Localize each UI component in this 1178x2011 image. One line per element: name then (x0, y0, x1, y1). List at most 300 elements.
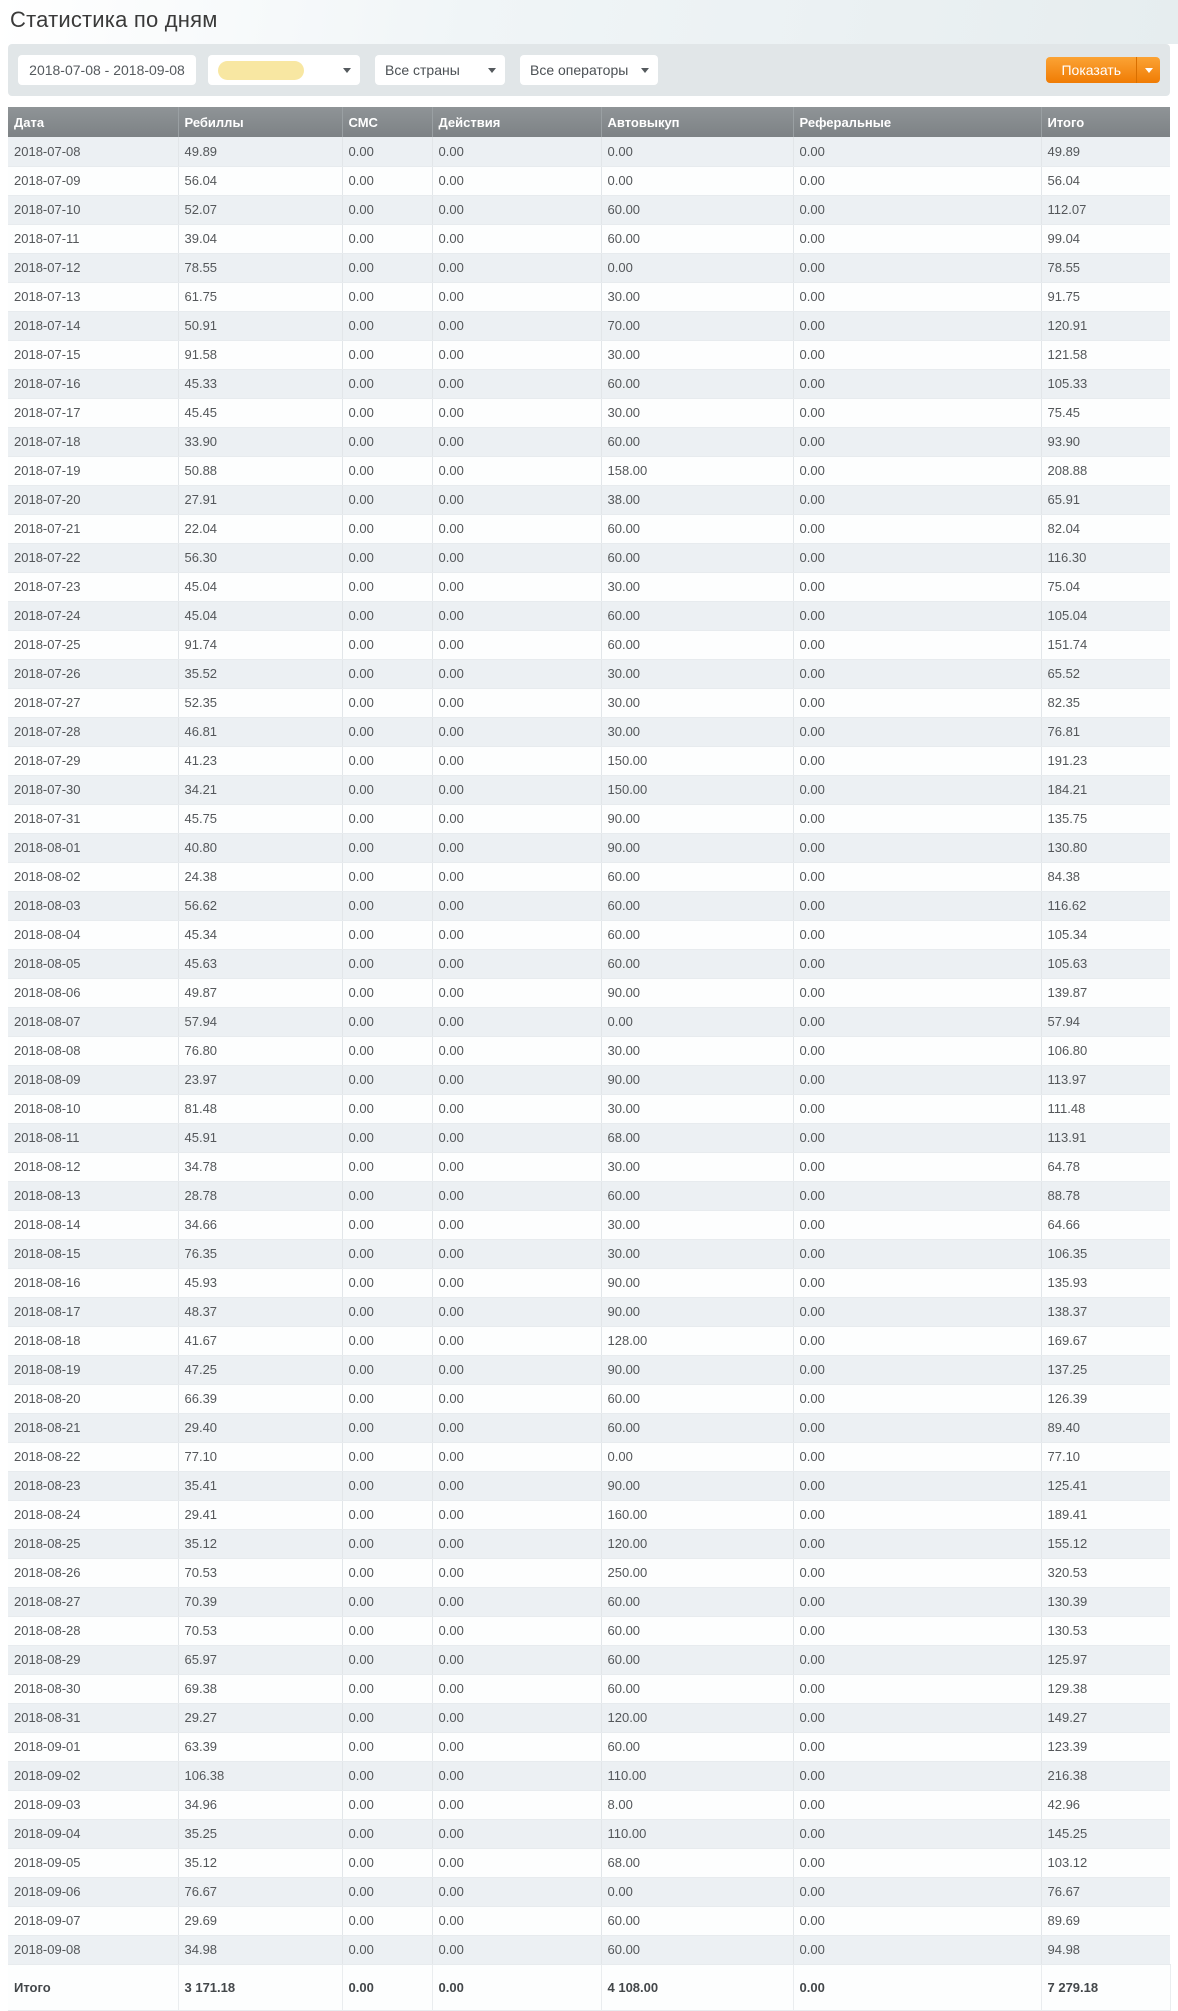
table-row-total-cell: 120.91 (1041, 311, 1170, 340)
table-row-date-cell: 2018-08-03 (8, 891, 178, 920)
table-row-autobuy-cell: 60.00 (601, 514, 793, 543)
table-row-actions-cell: 0.00 (432, 543, 601, 572)
table-row-sms-cell: 0.00 (342, 717, 432, 746)
table-row-autobuy-cell: 60.00 (601, 949, 793, 978)
table-row-referrals-cell: 0.00 (793, 746, 1041, 775)
table-row-total-cell: 216.38 (1041, 1761, 1170, 1790)
table-row-autobuy-cell: 0.00 (601, 137, 793, 166)
table-row-actions-cell: 0.00 (432, 891, 601, 920)
table-row-sms-cell: 0.00 (342, 514, 432, 543)
table-row-total-cell: 139.87 (1041, 978, 1170, 1007)
table-row-autobuy-cell: 0.00 (601, 166, 793, 195)
table-row-date-cell: 2018-08-08 (8, 1036, 178, 1065)
partner-select[interactable] (208, 55, 360, 85)
table-row-rebills-cell: 52.35 (178, 688, 342, 717)
table-row-referrals-cell: 0.00 (793, 1152, 1041, 1181)
table-row-referrals-cell: 0.00 (793, 398, 1041, 427)
table-row-autobuy-cell: 60.00 (601, 920, 793, 949)
table-row-date-cell: 2018-07-28 (8, 717, 178, 746)
table-row-actions-cell: 0.00 (432, 514, 601, 543)
table-row-actions-cell: 0.00 (432, 1732, 601, 1761)
table-row (8, 427, 1170, 456)
table-row-sms-cell: 0.00 (342, 949, 432, 978)
table-row-autobuy-cell: 60.00 (601, 630, 793, 659)
table-row (8, 1500, 1170, 1529)
table-row-referrals-cell: 0.00 (793, 1819, 1041, 1848)
table-row (8, 717, 1170, 746)
table-row-actions-cell: 0.00 (432, 1297, 601, 1326)
table-row-total-cell: 130.39 (1041, 1587, 1170, 1616)
table-row-rebills-cell: 81.48 (178, 1094, 342, 1123)
table-row (8, 1790, 1170, 1819)
table-row-autobuy-cell: 30.00 (601, 1036, 793, 1065)
table-row-actions-cell: 0.00 (432, 1239, 601, 1268)
table-row-autobuy-cell: 60.00 (601, 543, 793, 572)
table-row-total-cell: 77.10 (1041, 1442, 1170, 1471)
table-row-sms-cell: 0.00 (342, 1123, 432, 1152)
table-row-sms-cell: 0.00 (342, 601, 432, 630)
table-row-referrals-cell: 0.00 (793, 311, 1041, 340)
table-row-referrals-cell: 0.00 (793, 1384, 1041, 1413)
table-row-referrals-cell: 0.00 (793, 253, 1041, 282)
table-row-rebills-cell: 34.98 (178, 1935, 342, 1964)
table-row-total-cell: 135.75 (1041, 804, 1170, 833)
table-row-sms-cell: 0.00 (342, 1239, 432, 1268)
table-row-referrals-cell: 0.00 (793, 1906, 1041, 1935)
table-row-rebills-cell: 76.67 (178, 1877, 342, 1906)
table-row-referrals-cell: 0.00 (793, 688, 1041, 717)
table-row-actions-cell: 0.00 (432, 427, 601, 456)
table-row-date-cell: 2018-08-29 (8, 1645, 178, 1674)
totals-row-date-cell: Итого (8, 1964, 178, 2010)
table-row-actions-cell: 0.00 (432, 1181, 601, 1210)
table-row-date-cell: 2018-08-11 (8, 1123, 178, 1152)
table-row (8, 1413, 1170, 1442)
table-row (8, 1007, 1170, 1036)
table-row-total-cell: 82.04 (1041, 514, 1170, 543)
table-row-actions-cell: 0.00 (432, 398, 601, 427)
table-row-actions-cell: 0.00 (432, 862, 601, 891)
table-row-rebills-cell: 57.94 (178, 1007, 342, 1036)
operators-select-value: Все операторы (530, 62, 629, 78)
table-row-rebills-cell: 41.67 (178, 1326, 342, 1355)
show-button[interactable]: Показать (1046, 57, 1136, 83)
table-row-sms-cell: 0.00 (342, 1732, 432, 1761)
table-row-referrals-cell: 0.00 (793, 485, 1041, 514)
table-row-actions-cell: 0.00 (432, 485, 601, 514)
table-row-referrals-cell: 0.00 (793, 1297, 1041, 1326)
table-row-date-cell: 2018-08-15 (8, 1239, 178, 1268)
table-row-rebills-cell: 106.38 (178, 1761, 342, 1790)
table-row-total-cell: 130.80 (1041, 833, 1170, 862)
table-row-total-cell: 126.39 (1041, 1384, 1170, 1413)
table-row (8, 1732, 1170, 1761)
table-row-total-cell: 116.62 (1041, 891, 1170, 920)
table-row-actions-cell: 0.00 (432, 1703, 601, 1732)
table-row-sms-cell: 0.00 (342, 688, 432, 717)
table-row-referrals-cell: 0.00 (793, 1500, 1041, 1529)
table-row-total-cell: 113.97 (1041, 1065, 1170, 1094)
table-row-rebills-cell: 45.93 (178, 1268, 342, 1297)
table-row-sms-cell: 0.00 (342, 804, 432, 833)
table-row-autobuy-cell: 60.00 (601, 1935, 793, 1964)
table-row-rebills-cell: 69.38 (178, 1674, 342, 1703)
table-row-actions-cell: 0.00 (432, 340, 601, 369)
table-row-referrals-cell: 0.00 (793, 1587, 1041, 1616)
table-row-rebills-cell: 40.80 (178, 833, 342, 862)
table-row (8, 1935, 1170, 1964)
table-row-date-cell: 2018-09-04 (8, 1819, 178, 1848)
table-row-rebills-cell: 49.89 (178, 137, 342, 166)
column-header-total: Итого (1041, 107, 1170, 137)
table-row-sms-cell: 0.00 (342, 1877, 432, 1906)
table-row (8, 1906, 1170, 1935)
table-row-sms-cell: 0.00 (342, 456, 432, 485)
table-row-actions-cell: 0.00 (432, 1123, 601, 1152)
table-row-referrals-cell: 0.00 (793, 1007, 1041, 1036)
table-row-sms-cell: 0.00 (342, 1587, 432, 1616)
table-row-sms-cell: 0.00 (342, 920, 432, 949)
column-header-rebills: Ребиллы (178, 107, 342, 137)
table-row-actions-cell: 0.00 (432, 1268, 601, 1297)
table-row-date-cell: 2018-08-23 (8, 1471, 178, 1500)
table-row-sms-cell: 0.00 (342, 1529, 432, 1558)
table-row-total-cell: 94.98 (1041, 1935, 1170, 1964)
table-row-sms-cell: 0.00 (342, 427, 432, 456)
table-row-rebills-cell: 41.23 (178, 746, 342, 775)
table-row-rebills-cell: 35.25 (178, 1819, 342, 1848)
table-row-sms-cell: 0.00 (342, 659, 432, 688)
table-row-autobuy-cell: 60.00 (601, 601, 793, 630)
table-row-rebills-cell: 56.04 (178, 166, 342, 195)
table-row-total-cell: 82.35 (1041, 688, 1170, 717)
table-row-sms-cell: 0.00 (342, 1268, 432, 1297)
table-row-sms-cell: 0.00 (342, 1935, 432, 1964)
table-row-referrals-cell: 0.00 (793, 1790, 1041, 1819)
table-row-referrals-cell: 0.00 (793, 1355, 1041, 1384)
table-row-sms-cell: 0.00 (342, 1703, 432, 1732)
table-row-autobuy-cell: 250.00 (601, 1558, 793, 1587)
table-row (8, 1616, 1170, 1645)
table-row-date-cell: 2018-08-20 (8, 1384, 178, 1413)
table-row-rebills-cell: 70.53 (178, 1616, 342, 1645)
table-row-date-cell: 2018-07-17 (8, 398, 178, 427)
table-row (8, 1587, 1170, 1616)
table-row-actions-cell: 0.00 (432, 224, 601, 253)
table-row (8, 398, 1170, 427)
table-row-referrals-cell: 0.00 (793, 543, 1041, 572)
table-row-date-cell: 2018-09-06 (8, 1877, 178, 1906)
totals-row-autobuy-cell: 4 108.00 (601, 1964, 793, 2010)
table-row-date-cell: 2018-07-24 (8, 601, 178, 630)
table-row-total-cell: 64.78 (1041, 1152, 1170, 1181)
table-row-autobuy-cell: 60.00 (601, 891, 793, 920)
table-row-referrals-cell: 0.00 (793, 340, 1041, 369)
table-row-rebills-cell: 48.37 (178, 1297, 342, 1326)
table-row-referrals-cell: 0.00 (793, 1674, 1041, 1703)
column-header-referrals: Реферальные (793, 107, 1041, 137)
table-row-total-cell: 189.41 (1041, 1500, 1170, 1529)
table-row-date-cell: 2018-07-20 (8, 485, 178, 514)
table-row-sms-cell: 0.00 (342, 1065, 432, 1094)
table-row (8, 514, 1170, 543)
table-row-date-cell: 2018-08-17 (8, 1297, 178, 1326)
table-row (8, 1529, 1170, 1558)
table-row-autobuy-cell: 70.00 (601, 311, 793, 340)
table-row-actions-cell: 0.00 (432, 688, 601, 717)
table-row (8, 1703, 1170, 1732)
table-row-referrals-cell: 0.00 (793, 1181, 1041, 1210)
table-row-total-cell: 75.45 (1041, 398, 1170, 427)
table-row-referrals-cell: 0.00 (793, 601, 1041, 630)
table-row-sms-cell: 0.00 (342, 1384, 432, 1413)
table-row-rebills-cell: 29.41 (178, 1500, 342, 1529)
table-row (8, 978, 1170, 1007)
table-row-total-cell: 65.52 (1041, 659, 1170, 688)
table-row-autobuy-cell: 30.00 (601, 572, 793, 601)
table-row-referrals-cell: 0.00 (793, 1268, 1041, 1297)
table-row-referrals-cell: 0.00 (793, 282, 1041, 311)
table-row-sms-cell: 0.00 (342, 978, 432, 1007)
table-row-date-cell: 2018-09-07 (8, 1906, 178, 1935)
table-row-sms-cell: 0.00 (342, 1500, 432, 1529)
table-row (8, 1877, 1170, 1906)
table-row-autobuy-cell: 90.00 (601, 1471, 793, 1500)
table-row-autobuy-cell: 150.00 (601, 775, 793, 804)
table-row-sms-cell: 0.00 (342, 1181, 432, 1210)
table-row-autobuy-cell: 90.00 (601, 833, 793, 862)
table-row-rebills-cell: 45.04 (178, 601, 342, 630)
table-row-referrals-cell: 0.00 (793, 1239, 1041, 1268)
table-row-referrals-cell: 0.00 (793, 659, 1041, 688)
table-row-sms-cell: 0.00 (342, 543, 432, 572)
table-row-actions-cell: 0.00 (432, 1094, 601, 1123)
table-row-rebills-cell: 35.41 (178, 1471, 342, 1500)
table-row-sms-cell: 0.00 (342, 224, 432, 253)
table-row-total-cell: 75.04 (1041, 572, 1170, 601)
table-row-date-cell: 2018-07-09 (8, 166, 178, 195)
table-row-date-cell: 2018-07-23 (8, 572, 178, 601)
table-row-date-cell: 2018-08-24 (8, 1500, 178, 1529)
countries-select[interactable] (375, 55, 505, 85)
table-row (8, 485, 1170, 514)
table-row-date-cell: 2018-08-10 (8, 1094, 178, 1123)
totals-row-total-cell: 7 279.18 (1041, 1964, 1170, 2010)
table-row-actions-cell: 0.00 (432, 1326, 601, 1355)
table-row-total-cell: 123.39 (1041, 1732, 1170, 1761)
table-row-actions-cell: 0.00 (432, 311, 601, 340)
table-row-date-cell: 2018-07-29 (8, 746, 178, 775)
table-row-referrals-cell: 0.00 (793, 1065, 1041, 1094)
table-row-actions-cell: 0.00 (432, 1442, 601, 1471)
table-row-actions-cell: 0.00 (432, 369, 601, 398)
table-row-autobuy-cell: 30.00 (601, 1094, 793, 1123)
dropdown-caret-icon (1145, 68, 1153, 73)
table-row-total-cell: 89.69 (1041, 1906, 1170, 1935)
table-row-rebills-cell: 45.45 (178, 398, 342, 427)
table-row-autobuy-cell: 60.00 (601, 1384, 793, 1413)
table-row-autobuy-cell: 0.00 (601, 1007, 793, 1036)
table-row-date-cell: 2018-08-27 (8, 1587, 178, 1616)
table-row-total-cell: 151.74 (1041, 630, 1170, 659)
table-row-total-cell: 138.37 (1041, 1297, 1170, 1326)
table-row-total-cell: 105.33 (1041, 369, 1170, 398)
page-header (0, 0, 1178, 44)
table-row-sms-cell: 0.00 (342, 340, 432, 369)
table-row-referrals-cell: 0.00 (793, 1616, 1041, 1645)
table-row-sms-cell: 0.00 (342, 630, 432, 659)
table-row-referrals-cell: 0.00 (793, 978, 1041, 1007)
table-row-referrals-cell: 0.00 (793, 1935, 1041, 1964)
table-row-total-cell: 149.27 (1041, 1703, 1170, 1732)
table-row-referrals-cell: 0.00 (793, 717, 1041, 746)
table-row-total-cell: 57.94 (1041, 1007, 1170, 1036)
table-row-date-cell: 2018-07-26 (8, 659, 178, 688)
table-row-referrals-cell: 0.00 (793, 1761, 1041, 1790)
table-row (8, 543, 1170, 572)
table-row-date-cell: 2018-08-09 (8, 1065, 178, 1094)
table-row-autobuy-cell: 30.00 (601, 398, 793, 427)
totals-row-actions-cell: 0.00 (432, 1964, 601, 2010)
table-row-total-cell: 121.58 (1041, 340, 1170, 369)
table-row-date-cell: 2018-07-14 (8, 311, 178, 340)
table-row-actions-cell: 0.00 (432, 456, 601, 485)
table-row (8, 224, 1170, 253)
table-row-rebills-cell: 33.90 (178, 427, 342, 456)
table-row-referrals-cell: 0.00 (793, 1210, 1041, 1239)
table-row (8, 572, 1170, 601)
table-row-rebills-cell: 56.62 (178, 891, 342, 920)
table-row-actions-cell: 0.00 (432, 1065, 601, 1094)
table-row-sms-cell: 0.00 (342, 1558, 432, 1587)
table-row-total-cell: 184.21 (1041, 775, 1170, 804)
table-row-rebills-cell: 50.88 (178, 456, 342, 485)
table-row-rebills-cell: 76.80 (178, 1036, 342, 1065)
table-row-referrals-cell: 0.00 (793, 891, 1041, 920)
table-row-date-cell: 2018-08-25 (8, 1529, 178, 1558)
table-row-actions-cell: 0.00 (432, 1616, 601, 1645)
table-row-referrals-cell: 0.00 (793, 775, 1041, 804)
show-dropdown-button[interactable] (1136, 57, 1160, 83)
table-row-date-cell: 2018-07-31 (8, 804, 178, 833)
table-row-autobuy-cell: 30.00 (601, 1239, 793, 1268)
table-row-referrals-cell: 0.00 (793, 1326, 1041, 1355)
table-row-sms-cell: 0.00 (342, 1848, 432, 1877)
table-row-referrals-cell: 0.00 (793, 137, 1041, 166)
table-row-date-cell: 2018-07-18 (8, 427, 178, 456)
table-row-referrals-cell: 0.00 (793, 1529, 1041, 1558)
table-row-date-cell: 2018-07-19 (8, 456, 178, 485)
table-row-total-cell: 106.80 (1041, 1036, 1170, 1065)
table-row-autobuy-cell: 60.00 (601, 1906, 793, 1935)
table-row-date-cell: 2018-07-27 (8, 688, 178, 717)
table-row-rebills-cell: 23.97 (178, 1065, 342, 1094)
table-row-autobuy-cell: 90.00 (601, 1355, 793, 1384)
table-row-actions-cell: 0.00 (432, 1674, 601, 1703)
column-header-autobuy: Автовыкуп (601, 107, 793, 137)
column-header-date: Дата (8, 107, 178, 137)
table-row-autobuy-cell: 120.00 (601, 1703, 793, 1732)
table-row-autobuy-cell: 30.00 (601, 688, 793, 717)
table-row (8, 601, 1170, 630)
table-row-date-cell: 2018-09-03 (8, 1790, 178, 1819)
table-row-date-cell: 2018-08-04 (8, 920, 178, 949)
table-row-rebills-cell: 24.38 (178, 862, 342, 891)
table-row (8, 891, 1170, 920)
table-row-date-cell: 2018-08-28 (8, 1616, 178, 1645)
table-row-total-cell: 155.12 (1041, 1529, 1170, 1558)
table-row-actions-cell: 0.00 (432, 1152, 601, 1181)
table-row-rebills-cell: 46.81 (178, 717, 342, 746)
table-row-autobuy-cell: 110.00 (601, 1819, 793, 1848)
table-row-autobuy-cell: 60.00 (601, 224, 793, 253)
table-row-rebills-cell: 34.21 (178, 775, 342, 804)
table-row-autobuy-cell: 110.00 (601, 1761, 793, 1790)
table-row (8, 369, 1170, 398)
table-row-sms-cell: 0.00 (342, 1616, 432, 1645)
table-row (8, 311, 1170, 340)
table-row-sms-cell: 0.00 (342, 572, 432, 601)
table-row-autobuy-cell: 8.00 (601, 1790, 793, 1819)
table-row-rebills-cell: 39.04 (178, 224, 342, 253)
table-row-date-cell: 2018-08-14 (8, 1210, 178, 1239)
table-row-autobuy-cell: 90.00 (601, 1065, 793, 1094)
table-row-actions-cell: 0.00 (432, 1007, 601, 1036)
table-row (8, 1297, 1170, 1326)
table-row-referrals-cell: 0.00 (793, 920, 1041, 949)
table-row-total-cell: 105.34 (1041, 920, 1170, 949)
table-row-actions-cell: 0.00 (432, 833, 601, 862)
table-row-actions-cell: 0.00 (432, 804, 601, 833)
table-row-actions-cell: 0.00 (432, 1355, 601, 1384)
table-row-actions-cell: 0.00 (432, 282, 601, 311)
table-row-autobuy-cell: 120.00 (601, 1529, 793, 1558)
table-row-rebills-cell: 34.66 (178, 1210, 342, 1239)
table-row-date-cell: 2018-08-26 (8, 1558, 178, 1587)
table-row (8, 1152, 1170, 1181)
table-row (8, 1384, 1170, 1413)
table-row-total-cell: 56.04 (1041, 166, 1170, 195)
table-row-date-cell: 2018-07-15 (8, 340, 178, 369)
table-row-actions-cell: 0.00 (432, 572, 601, 601)
table-row-date-cell: 2018-07-16 (8, 369, 178, 398)
table-row-actions-cell: 0.00 (432, 1413, 601, 1442)
table-row-rebills-cell: 45.34 (178, 920, 342, 949)
table-row-referrals-cell: 0.00 (793, 427, 1041, 456)
table-row-total-cell: 93.90 (1041, 427, 1170, 456)
table-row (8, 166, 1170, 195)
table-row-autobuy-cell: 60.00 (601, 1616, 793, 1645)
operators-select[interactable] (520, 55, 658, 85)
table-row-date-cell: 2018-08-12 (8, 1152, 178, 1181)
table-row-total-cell: 191.23 (1041, 746, 1170, 775)
table-row-referrals-cell: 0.00 (793, 1036, 1041, 1065)
daily-stats-table (8, 107, 1171, 2011)
table-row-actions-cell: 0.00 (432, 166, 601, 195)
table-row-referrals-cell: 0.00 (793, 833, 1041, 862)
table-row-actions-cell: 0.00 (432, 1384, 601, 1413)
page-title: Статистика по дням (10, 7, 218, 32)
table-row-total-cell: 103.12 (1041, 1848, 1170, 1877)
date-range-input[interactable] (18, 55, 196, 85)
table-row-total-cell: 135.93 (1041, 1268, 1170, 1297)
table-row-autobuy-cell: 90.00 (601, 804, 793, 833)
table-row (8, 1442, 1170, 1471)
table-row-sms-cell: 0.00 (342, 398, 432, 427)
table-row-total-cell: 78.55 (1041, 253, 1170, 282)
table-header (8, 107, 1170, 137)
table-row-total-cell: 65.91 (1041, 485, 1170, 514)
